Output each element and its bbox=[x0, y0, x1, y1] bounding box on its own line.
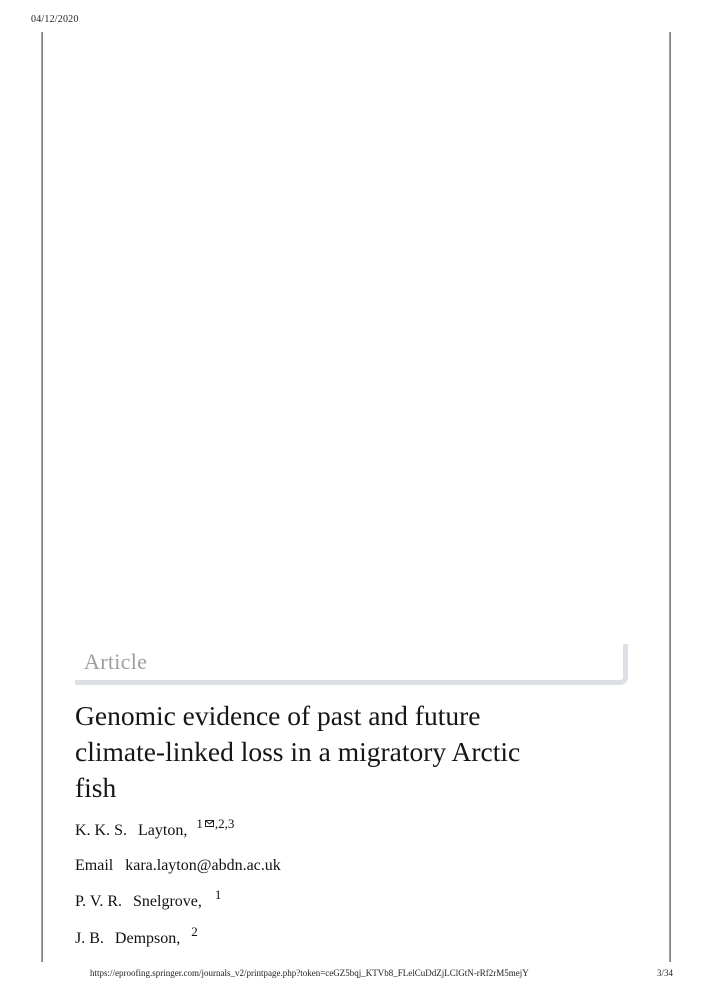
author-given-initials: K. K. S. bbox=[75, 822, 128, 839]
affiliation-numbers: ,2,3 bbox=[214, 816, 235, 831]
author-family-name: Snelgrove, bbox=[133, 893, 202, 910]
author-affiliation-superscript bbox=[196, 816, 234, 831]
author-affiliation-superscript: 1 bbox=[214, 887, 222, 902]
print-header-date: 04/12/2020 bbox=[31, 14, 79, 25]
print-footer-url: https://eproofing.springer.com/journals_v2/printpage.php?token=ceGZ5bqj_KTVb8_FLelCuDdZjLClGtN-rRf2rM5mejY bbox=[90, 968, 529, 978]
author-given-initials: P. V. R. bbox=[75, 893, 122, 910]
article-kicker-label: Article bbox=[84, 649, 148, 674]
article-kicker-box bbox=[75, 644, 628, 685]
author-row bbox=[75, 887, 222, 911]
author-affiliation-superscript: 2 bbox=[191, 924, 198, 939]
author-email-row bbox=[75, 857, 281, 875]
article-title-line: fish bbox=[75, 772, 117, 803]
author-row bbox=[75, 924, 198, 948]
article-title-line: Genomic evidence of past and future bbox=[75, 700, 481, 731]
article-title bbox=[75, 698, 655, 806]
author-family-name: Layton, bbox=[138, 822, 188, 839]
affiliation-number: 1 bbox=[196, 816, 203, 831]
page-frame-line-left bbox=[41, 32, 43, 962]
email-icon bbox=[205, 815, 214, 831]
author-given-initials: J. B. bbox=[75, 930, 104, 947]
email-label: Email bbox=[75, 857, 114, 874]
print-footer-page-indicator: 3/34 bbox=[657, 968, 674, 978]
article-title-line: climate-linked loss in a migratory Arctic bbox=[75, 736, 521, 767]
email-address: kara.layton@abdn.ac.uk bbox=[125, 857, 281, 874]
author-family-name: Dempson, bbox=[114, 930, 181, 947]
author-row bbox=[75, 816, 235, 840]
page-frame-line-right bbox=[669, 32, 671, 962]
